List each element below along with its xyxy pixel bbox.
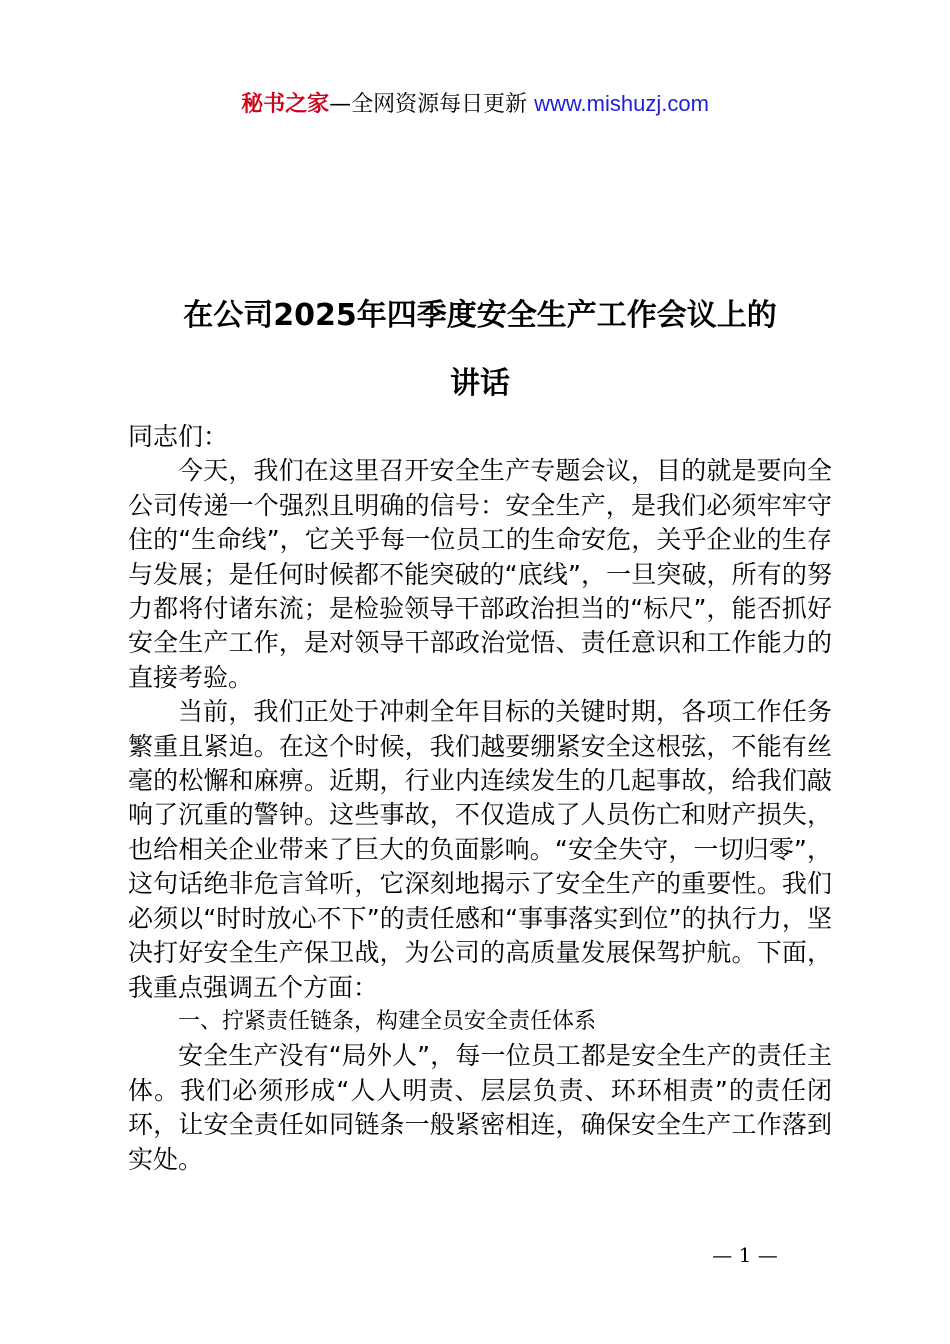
body-paragraph: 今天，我们在这里召开安全生产专题会议，目的就是要向全公司传递一个强烈且明确的信号：安全生产，是我们必须牢牢守住的“生命线”，它关乎每一位员工的生命安危，关乎企业的生存与发展；是任何时候都不能突破的“底线”，一旦突破，所有的努力都将付诸东流；是检验领导干部政治担当的“标尺”，能否抓好安全生产工作，是对领导干部政治觉悟、责任意识和工作能力的直接考验。: [128, 456, 832, 692]
header-url[interactable]: www.mishuzj.com: [534, 91, 709, 116]
document-body: [128, 420, 832, 1177]
page-number: — 1 —: [712, 1243, 778, 1267]
body-paragraph: 当前，我们正处于冲刺全年目标的关键时期，各项工作任务繁重且紧迫。在这个时候，我们越要绷紧安全这根弦，不能有丝毫的松懈和麻痹。近期，行业内连续发生的几起事故，给我们敲响了沉重的警钟。这些事故，不仅造成了人员伤亡和财产损失，也给相关企业带来了巨大的负面影响。“安全失守，一切归零”，这句话绝非危言耸听，它深刻地揭示了安全生产的重要性。我们必须以“时时放心不下”的责任感和“事事落实到位”的执行力，坚决打好安全生产保卫战，为公司的高质量发展保驾护航。下面，我重点强调五个方面：: [128, 697, 832, 1002]
section-paragraph: 安全生产没有“局外人”，每一位员工都是安全生产的责任主体。我们必须形成“人人明责、层层负责、环环相责”的责任闭环，让安全责任如同链条一般紧密相连，确保安全生产工作落到实处。: [128, 1041, 832, 1174]
site-header: [0, 88, 950, 121]
header-slogan: —全网资源每日更新: [329, 92, 528, 117]
salutation: 同志们：: [128, 422, 229, 451]
document-title-line-2: 讲话: [450, 366, 510, 401]
document-title-line-1: 在公司2025年四季度安全生产工作会议上的: [183, 298, 777, 333]
section-heading: 一、拧紧责任链条，构建全员安全责任体系: [178, 1008, 597, 1034]
brand-name: 秘书之家: [241, 92, 330, 117]
